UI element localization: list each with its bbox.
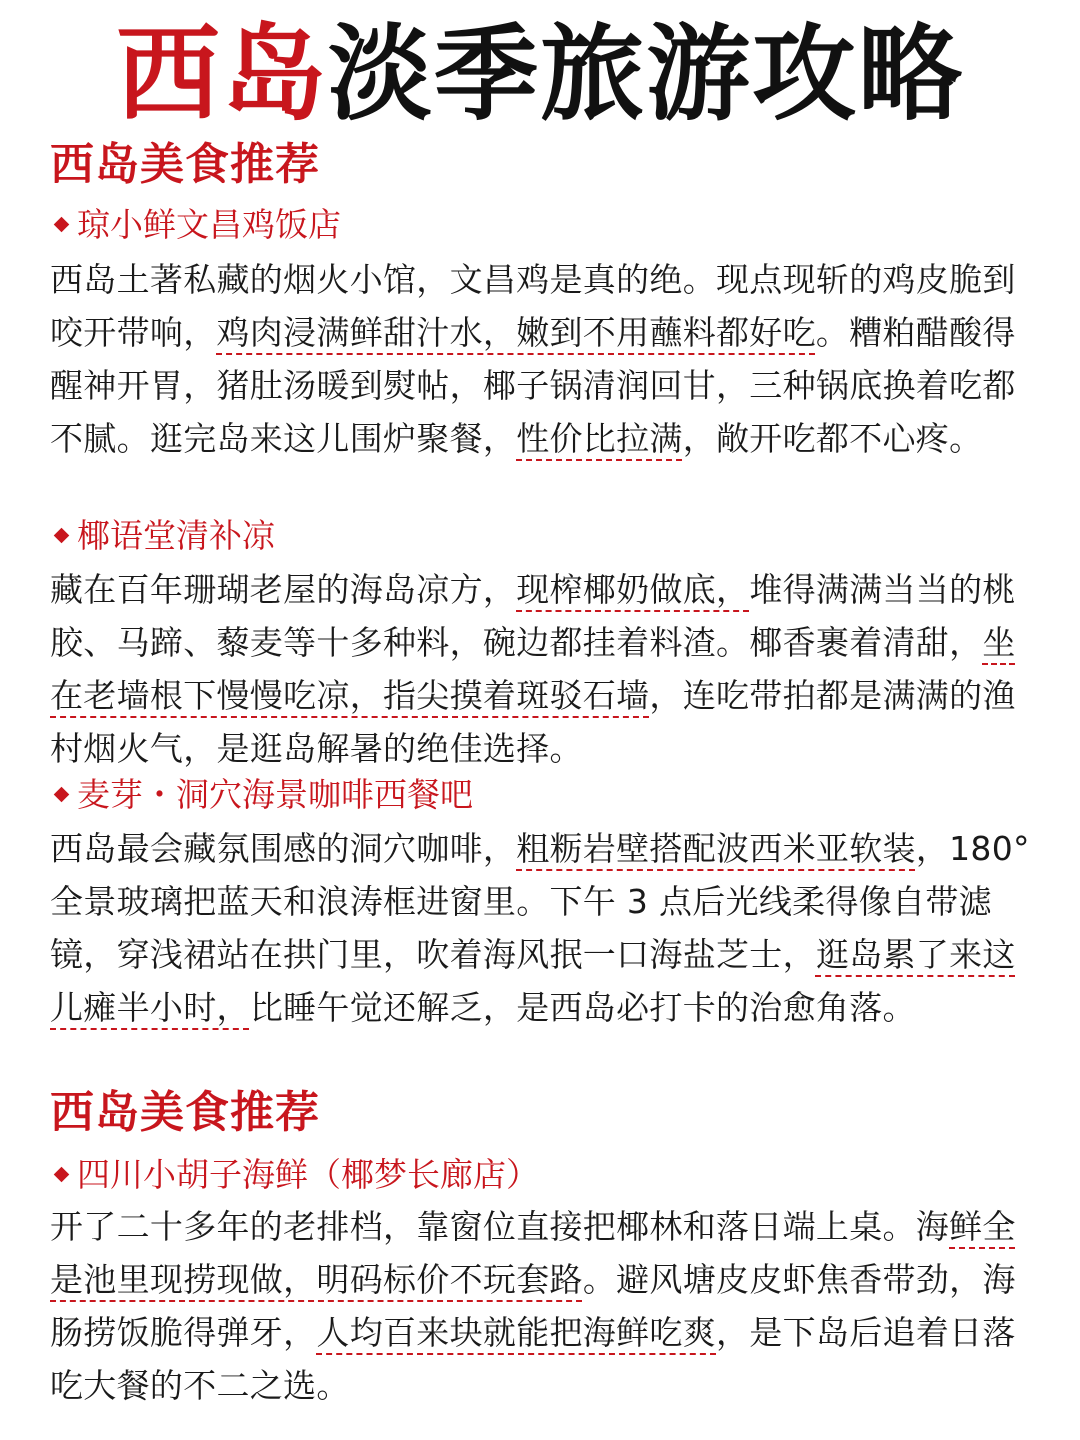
diamond-bullet-icon	[54, 527, 70, 543]
page-title	[0, 14, 1080, 134]
desc-text: 西岛土著私藏的烟火小馆，文昌鸡是真的绝。现点现斩的鸡皮脆到咬开带响，	[50, 260, 1016, 352]
shop-name	[50, 1153, 539, 1197]
desc-text: ，是下岛后追着日落吃大餐的不二之选。	[50, 1313, 1016, 1405]
section-heading: 西岛美食推荐	[50, 139, 320, 190]
diamond-bullet-icon	[54, 216, 70, 232]
shop-name	[50, 203, 341, 247]
desc-text: 藏在百年珊瑚老屋的海岛凉方，	[50, 570, 517, 609]
desc-text: 堆得满满当当的桃胶、马蹄、藜麦等十多种料，碗边都挂着料渣。椰香裹着清甜，	[50, 570, 1016, 662]
shop-description	[50, 563, 1035, 775]
desc-text: ，180° 全景玻璃把蓝天和浪涛框进窗里。下午 3 点后光线柔得像自带滤镜，穿浅裙站在拱门里，吹着海风抿一口海盐芝士，	[50, 829, 1030, 974]
desc-text: 。避风塘皮皮虾焦香带劲，海肠捞饭脆得弹牙，	[50, 1260, 1016, 1352]
desc-highlight: 性价比拉满	[516, 419, 683, 458]
desc-highlight: 鸡肉浸满鲜甜汁水，嫩到不用蘸料都好吃	[216, 313, 816, 352]
desc-text: ，连吃带拍都是满满的渔村烟火气，是逛岛解暑的绝佳选择。	[50, 676, 1016, 768]
shop-name	[50, 773, 473, 817]
shop-description	[50, 822, 1035, 1034]
diamond-bullet-icon	[54, 1166, 70, 1182]
title-black-part: 淡季旅游攻略	[328, 13, 965, 135]
desc-highlight: 逛岛累了来这儿瘫半小时，	[50, 935, 1016, 1027]
shop-name	[50, 514, 275, 558]
diamond-bullet-icon	[54, 786, 70, 802]
desc-text: 开了二十多年的老排档，靠窗位直接把椰林和落日端上桌。海	[50, 1207, 950, 1246]
shop-name-text: 椰语堂清补凉	[77, 516, 275, 555]
shop-name-text: 四川小胡子海鲜（椰梦长廊店）	[77, 1155, 539, 1194]
desc-highlight: 人均百来块就能把海鲜吃爽	[316, 1313, 717, 1352]
shop-name-text: 麦芽・洞穴海景咖啡西餐吧	[77, 775, 473, 814]
shop-description	[50, 1200, 1035, 1412]
desc-highlight: 坐在老墙根下慢慢吃凉，指尖摸着斑驳石墙	[50, 623, 1016, 715]
desc-text: 比睡午觉还解乏，是西岛必打卡的治愈角落。	[249, 988, 916, 1027]
title-red-part: 西岛	[115, 13, 328, 135]
desc-highlight: 粗粝岩壁搭配波西米亚软装	[516, 829, 916, 868]
desc-highlight: 鲜全是池里现捞现做，明码标价不玩套路	[50, 1207, 1016, 1299]
shop-description	[50, 253, 1035, 465]
shop-name-text: 琼小鲜文昌鸡饭店	[77, 205, 341, 244]
desc-text: 。糟粕醋酸得醒神开胃，猪肚汤暖到熨帖，椰子锅清润回甘，三种锅底换着吃都不腻。逛完岛来这儿围炉聚餐，	[50, 313, 1016, 458]
section-heading: 西岛美食推荐	[50, 1087, 320, 1138]
desc-text: ，敞开吃都不心疼。	[682, 419, 983, 458]
desc-highlight: 现榨椰奶做底，	[516, 570, 750, 609]
desc-text: 西岛最会藏氛围感的洞穴咖啡，	[50, 829, 517, 868]
